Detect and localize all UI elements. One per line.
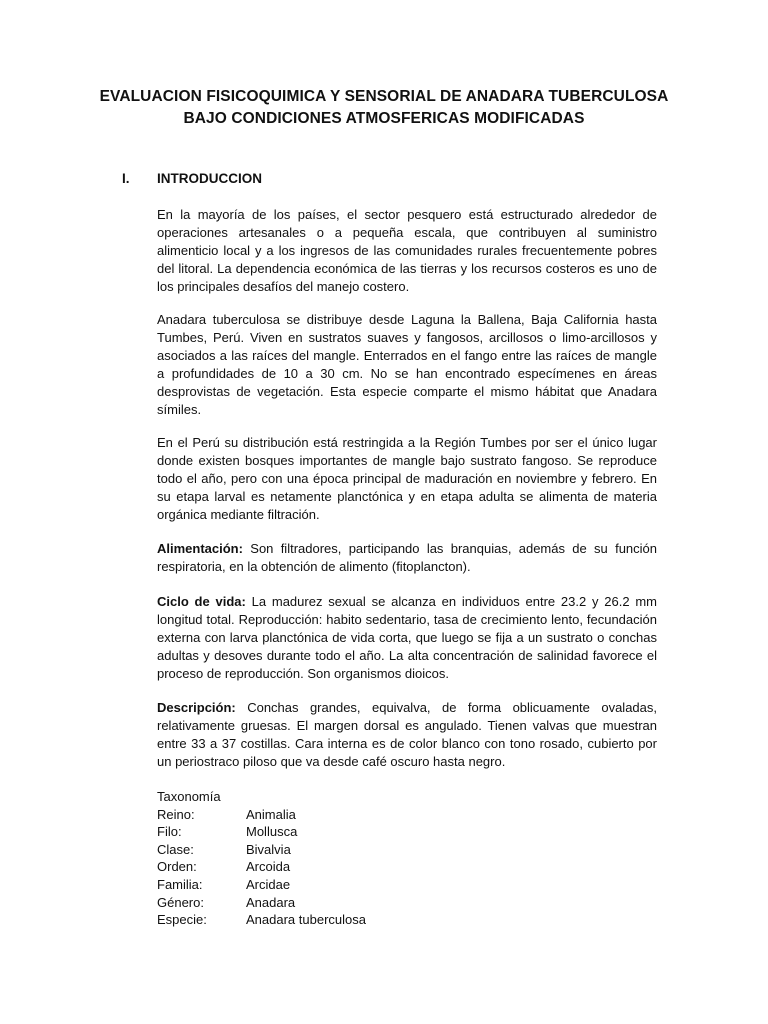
taxonomy-row [157, 894, 366, 912]
taxonomy-key: Especie: [157, 912, 207, 928]
paragraph-descripcion [157, 699, 657, 771]
taxonomy-row [157, 823, 366, 841]
paragraph-distribution: Anadara tuberculosa se distribuye desde Laguna la Ballena, Baja California hasta Tumbes, Perú. Viven en sustratos suaves y fangosos, arcillosos o limo-arcillosos y asociados a las raíces del mangle. Enterrados en el fango entre las raíces de mangle a profundidades de 10 a 30 cm. No se han encontrado especímenes en áreas desprovistas de vegetación. Esta especie comparte el mismo hábitat que Anadara símiles. [157, 312, 657, 417]
ciclo-text: La madurez sexual se alcanza en individuos entre 23.2 y 26.2 mm longitud total. Reproducción: habito sedentario, tasa de crecimiento lento, fecundación externa con larva planctónica de vida corta, que luego se fija a un sustrato o conchas adultas y desoves durante todo el año. La alta concentración de salinidad favorece el proceso de reproducción. Son organismos dioicos. [157, 594, 657, 681]
taxonomy-key: Clase: [157, 841, 194, 857]
taxonomy-key: Orden: [157, 859, 197, 875]
taxonomy-value: Arcidae [246, 876, 291, 892]
taxonomy-key: Reino: [157, 806, 195, 822]
alimentacion-text: Son filtradores, participando las branquias, además de su función respiratoria, en la obtención de alimento (fitoplancton). [157, 541, 657, 574]
taxonomy-row [157, 841, 366, 859]
section-title: INTRODUCCION [157, 171, 262, 186]
taxonomy-row [157, 806, 366, 824]
paragraph-ciclo-de-vida [157, 593, 657, 683]
taxonomy-value: Animalia [246, 806, 296, 822]
alimentacion-label: Alimentación: [157, 541, 243, 556]
title-line-1: EVALUACION FISICOQUIMICA Y SENSORIAL DE ANADARA TUBERCULOSA [99, 88, 669, 105]
section-number: I. [122, 171, 130, 186]
paragraph-peru: En el Perú su distribución está restringida a la Región Tumbes por ser el único lugar donde existen bosques importantes de mangle bajo sustrato fangoso. Se reproduce todo el año, pero con una época principal de maduración en noviembre y febrero. En su etapa larval es netamente planctónica y en etapa adulta se alimenta de materia orgánica mediante filtración. [157, 435, 657, 522]
paragraph-alimentacion [157, 540, 657, 576]
taxonomy-key: Filo: [157, 824, 182, 840]
section-heading [122, 170, 262, 188]
taxonomy-list [157, 788, 366, 929]
ciclo-label: Ciclo de vida: [157, 594, 246, 609]
taxonomy-value: Anadara [246, 894, 296, 910]
taxonomy-row [157, 911, 366, 929]
taxonomy-key: Género: [157, 894, 204, 910]
document-title [80, 86, 688, 130]
title-line-2: BAJO CONDICIONES ATMOSFERICAS MODIFICADAS [183, 110, 585, 127]
taxonomy-value: Arcoida [246, 859, 291, 875]
taxonomy-value: Bivalvia [246, 841, 291, 857]
descripcion-label: Descripción: [157, 700, 236, 715]
taxonomy-row [157, 858, 366, 876]
taxonomy-value: Anadara tuberculosa [246, 912, 366, 928]
taxonomy-value: Mollusca [246, 824, 298, 840]
taxonomy-key: Familia: [157, 876, 203, 892]
taxonomy-row [157, 876, 366, 894]
taxonomy-title: Taxonomía [157, 789, 221, 804]
descripcion-text: Conchas grandes, equivalva, de forma oblicuamente ovaladas, relativamente gruesas. El margen dorsal es angulado. Tienen valvas que muestran entre 33 a 37 costillas. Cara interna es de color blanco con tono rosado, cubierto por un periostraco piloso que va desde café oscuro hasta negro. [157, 700, 657, 769]
paragraph-intro: En la mayoría de los países, el sector pesquero está estructurado alrededor de operaciones artesanales o a pequeña escala, que contribuyen al suministro alimenticio local y a los ingresos de las comunidades rurales frecuentemente pobres del litoral. La dependencia económica de las tierras y los recursos costeros es uno de los principales desafíos del manejo costero. [157, 207, 657, 294]
